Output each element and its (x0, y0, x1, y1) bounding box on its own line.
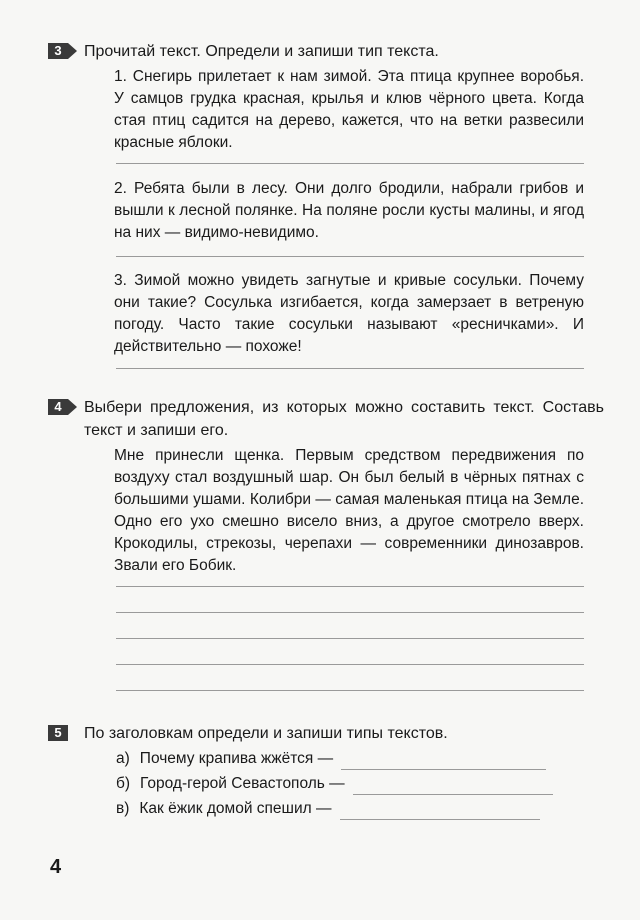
item-title: Как ёжик домой спешил — (139, 800, 332, 817)
task-3-header (48, 40, 439, 63)
answer-line[interactable] (116, 690, 584, 691)
task-3-text-2: 2. Ребята были в лесу. Они долго бродили, набрали грибов и вышли к лесной полянке. На поляне росли кусты малины, и ягод на них — видимо-невидимо. (114, 180, 584, 241)
task-5-title: По заголовкам определи и запиши типы текстов. (84, 725, 448, 742)
page-number: 4 (50, 856, 62, 878)
task-4-number: 4 (48, 399, 68, 415)
task-5-item-b (116, 773, 553, 795)
answer-line[interactable] (116, 586, 584, 587)
task-4-header (48, 396, 604, 442)
task-5-item-c (116, 798, 540, 820)
task-4-title: Выбери предложения, из которых можно составить текст. Составь текст и запиши его. (84, 399, 604, 439)
item-title: Город-герой Севастополь — (140, 775, 345, 792)
answer-line[interactable] (353, 780, 553, 795)
task-3-title: Прочитай текст. Определи и запиши тип текста. (84, 43, 439, 60)
item-title: Почему крапива жжётся — (139, 750, 334, 767)
task-5-number: 5 (48, 725, 68, 741)
task-5-item-a (116, 748, 546, 770)
item-mark: а) (116, 750, 130, 767)
task-5-header (48, 722, 448, 745)
item-mark: б) (116, 775, 131, 792)
answer-line[interactable] (340, 805, 540, 820)
answer-line[interactable] (116, 638, 584, 639)
task-4-text: Мне принесли щенка. Первым средством передвижения по воздуху стал воздушный шар. Он был белый в чёрных пятнах с большими ушами. Колибри — самая маленькая птица на Земле. Одно его ухо смешно висело вниз, а другое смотрело вверх. Крокодилы, стрекозы, черепахи — современники динозавров. Звали его Бобик. (114, 447, 584, 574)
answer-line[interactable] (116, 664, 584, 665)
answer-line[interactable] (116, 163, 584, 164)
item-mark: в) (116, 800, 130, 817)
task-3-number: 3 (48, 43, 68, 59)
task-3-text-3: 3. Зимой можно увидеть загнутые и кривые сосульки. Почему они такие? Сосулька изгибается, когда замерзает в ветреную погоду. Часто такие сосульки называют «ресничками». И действительно — похоже! (114, 272, 584, 355)
answer-line[interactable] (116, 612, 584, 613)
task-3-text-1: 1. Снегирь прилетает к нам зимой. Эта птица крупнее воробья. У самцов грудка красная, крылья и клюв чёрного цвета. Когда стая птиц садится на дерево, кажется, что на ветки развесили красные яблоки. (114, 68, 584, 151)
answer-line[interactable] (116, 256, 584, 257)
answer-line[interactable] (116, 368, 584, 369)
answer-line[interactable] (341, 755, 546, 770)
